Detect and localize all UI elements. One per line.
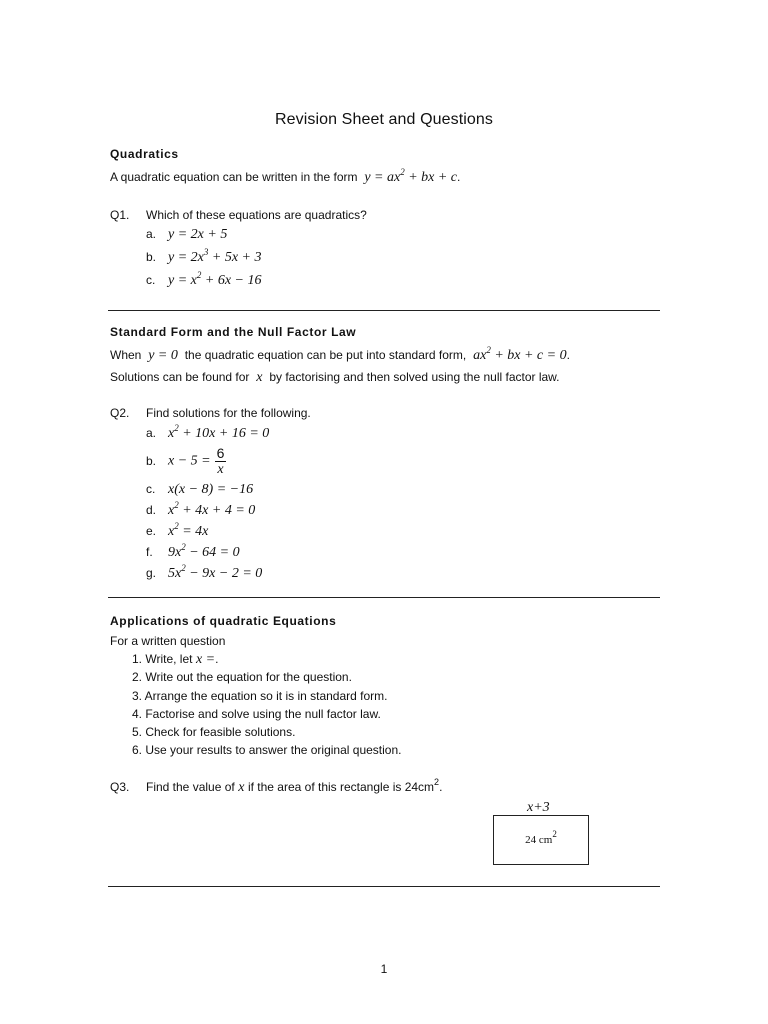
q2-item-g: g. $5x^2 - 9x - 2 = 0$ bbox=[146, 563, 263, 581]
page-title: Revision Sheet and Questions bbox=[274, 111, 494, 128]
q1-number: Q1. bbox=[110, 208, 130, 222]
q1-item-c: c. $y = x^2 + 6x - 16$ bbox=[146, 270, 262, 288]
section-divider bbox=[108, 597, 660, 598]
fraction: $\frac{6}{x}$ bbox=[216, 445, 225, 477]
q2-text: Find solutions for the following. bbox=[146, 406, 311, 420]
step-2: 2. Write out the equation for the question. bbox=[132, 670, 352, 684]
step-5: 5. Check for feasible solutions. bbox=[132, 725, 296, 739]
section-divider bbox=[108, 310, 660, 311]
standard-form-text: When y = 0 the quadratic equation can be put into standard form, $ax^2$ + bx + c = 0. bbox=[110, 345, 570, 363]
section-heading-standard-form: Standard Form and the Null Factor Law bbox=[110, 325, 357, 339]
quadratic-general-form: $y = ax^2$ + bx + c bbox=[360, 167, 458, 185]
quadratic-form-intro: A quadratic equation can be written in the form $y = ax^2$ + bx + c. bbox=[110, 167, 461, 185]
q3-text: Find the value of x if the area of this rectangle is $24cm^2$. bbox=[146, 777, 443, 795]
q1-item-a: a. y = 2x + 5 bbox=[146, 227, 228, 242]
section-heading-applications: Applications of quadratic Equations bbox=[110, 614, 337, 628]
rectangle-side-label: x+3 bbox=[527, 800, 550, 815]
q2-number: Q2. bbox=[110, 406, 130, 420]
q2-item-d: d. $x^2 + 4x + 4 = 0$ bbox=[146, 500, 256, 518]
section-heading-quadratics: Quadratics bbox=[110, 147, 179, 161]
q2-item-c: c. x(x − 8) = −16 bbox=[146, 482, 254, 497]
q3-number: Q3. bbox=[110, 780, 130, 794]
step-3: 3. Arrange the equation so it is in standard form. bbox=[132, 689, 388, 703]
q1-item-b: b. $y = 2x^3 + 5x + 3$ bbox=[146, 247, 262, 265]
page-number: 1 bbox=[380, 962, 388, 976]
step-4: 4. Factorise and solve using the null factor law. bbox=[132, 707, 381, 721]
q2-item-f: f. $9x^2 - 64 = 0$ bbox=[146, 542, 240, 560]
section-divider bbox=[108, 886, 660, 887]
step-6: 6. Use your results to answer the original question. bbox=[132, 743, 402, 757]
solutions-text: Solutions can be found for x by factorising and then solved using the null factor law. bbox=[110, 370, 560, 385]
q2-item-b: b. x − 5 = $\frac{6}{x}$ bbox=[146, 445, 225, 477]
step-1: 1. Write, let x =. bbox=[132, 652, 219, 667]
rectangle-diagram bbox=[493, 815, 589, 865]
q2-item-e: e. $x^2 = 4x$ bbox=[146, 521, 209, 539]
q1-text: Which of these equations are quadratics? bbox=[146, 208, 367, 222]
q2-item-a: a. $x^2 + 10x + 16 = 0$ bbox=[146, 423, 270, 441]
rectangle-area-label: 24 $cm^2$ bbox=[525, 829, 557, 846]
written-question-intro: For a written question bbox=[110, 634, 226, 648]
